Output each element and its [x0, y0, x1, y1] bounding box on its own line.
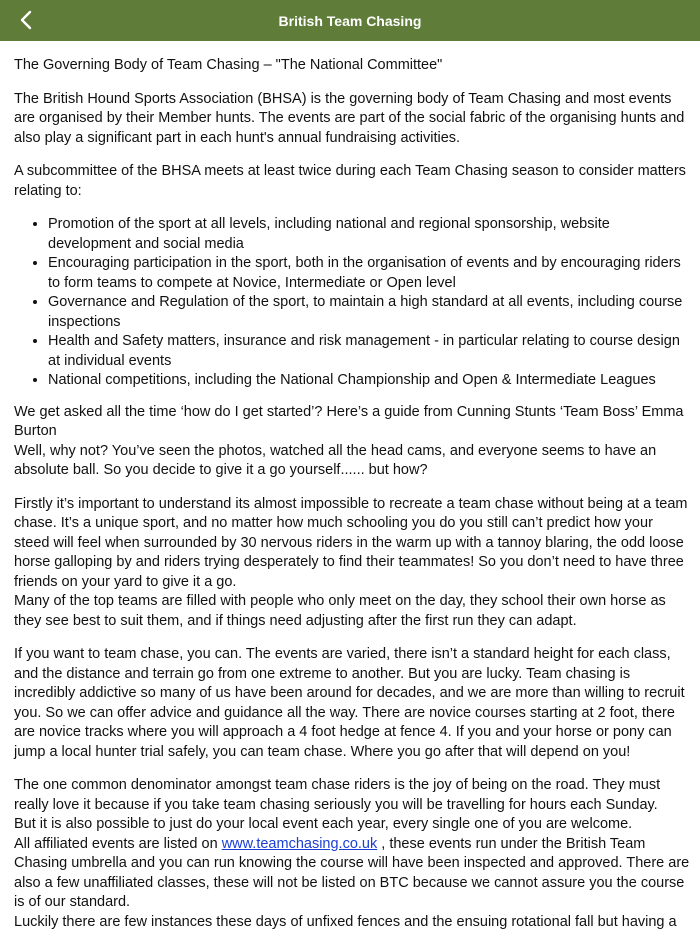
list-item: • Health and Safety matters, insurance and risk management - in particular relating to course design at individual events: [48, 332, 690, 371]
top-teams-paragraph: Many of the top teams are filled with people who only meet on the day, they school their own horse as they see best to suit them, and if things need adjusting after the first run they can adapt.: [14, 593, 666, 629]
list-item: • Governance and Regulation of the sport, to maintain a high standard at all events, including course inspections: [48, 293, 690, 332]
affiliated-text-end: , these events run under the British Team Chasing umbrella and you can run knowing the course will have been inspected and approved. There are also a few unaffiliated classes, these will not be listed on BTC because we cannot assure you the course is of our standard.: [14, 835, 690, 910]
teamchasing-link[interactable]: www.teamchasing.co.uk: [221, 835, 378, 852]
denominator-paragraph: The one common denominator amongst team chase riders is the joy of being on the road. They must really love it because if you take team chasing seriously you will be travelling for hours each Sunday.: [14, 777, 661, 813]
list-item: • Promotion of the sport at all levels, including national and regional sponsorship, website development and social media: [48, 215, 690, 254]
back-button[interactable]: [14, 8, 38, 32]
affiliated-paragraph: [14, 835, 690, 913]
section-heading: The Governing Body of Team Chasing – "The National Committee": [14, 57, 443, 73]
why-not-paragraph: Well, why not? You’ve seen the photos, watched all the head cams, and everyone seems to have an absolute ball. So you decide to give it a go yourself...... but how?: [14, 442, 657, 478]
matters-list: [14, 215, 690, 391]
local-event-paragraph: But it is also possible to just do your local event each year, every single one of you are welcome.: [14, 816, 633, 832]
guide-intro: We get asked all the time ‘how do I get started’? Here’s a guide from Cunning Stunts ‘Team Boss’ Emma Burton: [14, 403, 684, 439]
firstly-paragraph: Firstly it’s important to understand its almost impossible to recreate a team chase without being at a team chase. It’s a unique sport, and no matter how much schooling you do you still can’t predict how your steed will feel when surrounded by 30 nervous riders in the warm up with a tannoy blaring, the odd loose horse galloping by and riders trying desperately to find their teammates! So you don’t need to have three friends on your yard to give it a go.: [14, 495, 688, 590]
team-chase-paragraph: If you want to team chase, you can. The events are varied, there isn’t a standard height for each class, and the distance and terrain go from one extreme to another. But you are lucky. Team chasing is incredibly addictive so many of us have been around for decades, and we are more than willing to recruit you. So we can offer advice and guidance all the way. There are novice courses starting at 2 foot, there are novice tracks where you will approach a 4 foot hedge at fence 4. If you and your horse or pony can jump a local hunter trial safely, you can team chase. Where you go after that will depend on you!: [14, 646, 685, 760]
article-content: [14, 56, 690, 932]
luckily-paragraph: Luckily there are few instances these days of unfixed fences and the ensuing rotational fall but having a: [14, 913, 677, 930]
affiliated-text-start: All affiliated events are listed on: [14, 835, 222, 852]
list-item: • National competitions, including the National Championship and Open & Intermediate Leagues: [48, 371, 690, 391]
subcommittee-paragraph: A subcommittee of the BHSA meets at least twice during each Team Chasing season to consider matters relating to:: [14, 163, 686, 199]
app-header: [0, 0, 700, 41]
intro-paragraph: The British Hound Sports Association (BHSA) is the governing body of Team Chasing and most events are organised by their Member hunts. The events are part of the social fabric of the organising hunts and also play a significant part in each hunt's annual fundraising activities.: [14, 90, 685, 146]
page-title: British Team Chasing: [278, 12, 422, 29]
list-item: • Encouraging participation in the sport, both in the organisation of events and by encouraging riders to form teams to compete at Novice, Intermediate or Open level: [48, 254, 690, 293]
chevron-left-icon: [19, 10, 33, 30]
